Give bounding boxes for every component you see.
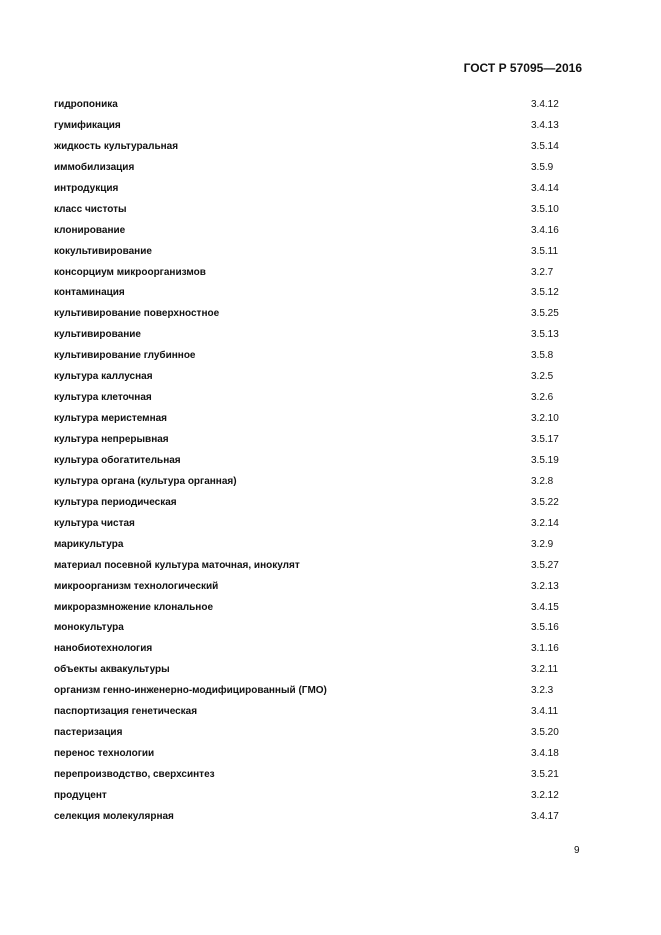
index-term: культура обогатительная <box>54 454 181 466</box>
index-row <box>54 682 594 703</box>
index-term: культивирование <box>54 329 141 341</box>
index-reference: 3.1.16 <box>531 643 559 655</box>
index-term: кокультивирование <box>54 245 152 257</box>
index-row <box>54 515 594 536</box>
index-row <box>54 703 594 724</box>
index-term: гидропоника <box>54 99 118 110</box>
index-term: продуцент <box>54 789 107 801</box>
index-row <box>54 180 594 201</box>
index-reference: 3.2.3 <box>531 685 554 697</box>
index-term: культура каллусная <box>54 371 153 383</box>
index-reference: 3.5.12 <box>531 287 559 299</box>
index-reference: 3.2.14 <box>531 517 559 529</box>
index-term: иммобилизация <box>54 161 135 173</box>
index-row <box>54 578 594 599</box>
index-row <box>54 368 594 389</box>
index-term: класс чистоты <box>54 203 127 215</box>
index-term: перенос технологии <box>54 748 155 760</box>
page-number: 9 <box>574 845 580 856</box>
index-row <box>54 494 594 515</box>
index-reference: 3.4.15 <box>531 601 559 613</box>
index-term: контаминация <box>54 287 125 299</box>
index-reference: 3.5.17 <box>531 434 559 445</box>
index-term: гумификация <box>54 119 121 131</box>
index-row <box>54 347 594 368</box>
index-reference: 3.4.12 <box>531 99 559 110</box>
index-term: культура клеточная <box>54 392 152 404</box>
index-reference: 3.4.18 <box>531 748 559 760</box>
index-row <box>54 473 594 494</box>
index-reference: 3.4.17 <box>531 810 559 822</box>
index-reference: 3.5.25 <box>531 308 559 320</box>
index-row <box>54 305 594 326</box>
index-term: паспортизация генетическая <box>54 706 198 718</box>
index-reference: 3.2.11 <box>531 664 559 676</box>
index-reference: 3.4.13 <box>531 119 559 131</box>
index-reference: 3.5.14 <box>531 140 559 152</box>
index-row <box>54 599 594 620</box>
index-row <box>54 159 594 180</box>
index-term: организм генно-инженерно-модифицированный (ГМО) <box>54 685 327 697</box>
index-reference: 3.5.21 <box>531 769 559 780</box>
index-term: культура непрерывная <box>54 434 169 445</box>
document-code: ГОСТ Р 57095—2016 <box>463 61 582 75</box>
index-reference: 3.2.12 <box>531 789 559 801</box>
index-reference: 3.2.5 <box>531 371 554 383</box>
index-term: культура органа (культура органная) <box>54 475 237 487</box>
index-term: интродукция <box>54 182 119 194</box>
index-term: перепроизводство, сверхсинтез <box>54 769 215 780</box>
index-row <box>54 766 594 787</box>
index-row <box>54 201 594 222</box>
index-term: консорциум микроорганизмов <box>54 266 206 278</box>
index-row <box>54 284 594 305</box>
index-reference: 3.2.9 <box>531 538 554 550</box>
index-row <box>54 431 594 452</box>
index-row <box>54 452 594 473</box>
index-row <box>54 640 594 661</box>
index-row <box>54 557 594 578</box>
index-row <box>54 222 594 243</box>
index-row <box>54 243 594 264</box>
index-row <box>54 96 594 117</box>
index-reference: 3.2.7 <box>531 266 554 278</box>
index-term: жидкость культуральная <box>54 140 179 152</box>
index-term: культура периодическая <box>54 496 177 508</box>
index-term: объекты аквакультуры <box>54 664 170 676</box>
index-term: нанобиотехнология <box>54 643 153 655</box>
index-reference: 3.5.20 <box>531 727 559 739</box>
index-row <box>54 117 594 138</box>
index-row <box>54 661 594 682</box>
index-reference: 3.5.8 <box>531 350 554 362</box>
index-term: культура чистая <box>54 517 135 529</box>
index-term: клонирование <box>54 224 126 236</box>
index-row <box>54 787 594 808</box>
index-reference: 3.5.13 <box>531 329 559 341</box>
index-row <box>54 745 594 766</box>
index-row <box>54 389 594 410</box>
index-row <box>54 410 594 431</box>
index-reference: 3.5.22 <box>531 496 559 508</box>
index-term: микроорганизм технологический <box>54 580 219 592</box>
index-term: марикультура <box>54 538 124 550</box>
index-term: материал посевной культура маточная, инокулят <box>54 559 300 571</box>
index-reference: 3.2.8 <box>531 475 554 487</box>
index-row <box>54 808 594 829</box>
index-reference: 3.4.14 <box>531 182 559 194</box>
term-index-list <box>54 96 594 829</box>
index-reference: 3.2.13 <box>531 580 559 592</box>
index-row <box>54 264 594 285</box>
index-row <box>54 619 594 640</box>
index-term: микроразмножение клональное <box>54 601 214 613</box>
index-term: селекция молекулярная <box>54 810 174 822</box>
index-row <box>54 138 594 159</box>
index-reference: 3.5.19 <box>531 454 559 466</box>
index-term: пастеризация <box>54 727 123 739</box>
index-reference: 3.4.16 <box>531 224 559 236</box>
index-row <box>54 536 594 557</box>
index-row <box>54 724 594 745</box>
index-reference: 3.5.11 <box>531 245 559 257</box>
index-reference: 3.5.9 <box>531 161 554 173</box>
index-term: монокультура <box>54 622 124 634</box>
index-term: культура меристемная <box>54 413 168 425</box>
index-reference: 3.5.16 <box>531 622 559 634</box>
index-term: культивирование поверхностное <box>54 308 220 320</box>
index-reference: 3.2.6 <box>531 392 554 404</box>
index-term: культивирование глубинное <box>54 350 196 362</box>
index-reference: 3.5.27 <box>531 559 559 571</box>
index-reference: 3.5.10 <box>531 203 559 215</box>
index-reference: 3.4.11 <box>531 706 559 718</box>
index-row <box>54 326 594 347</box>
index-reference: 3.2.10 <box>531 413 559 425</box>
